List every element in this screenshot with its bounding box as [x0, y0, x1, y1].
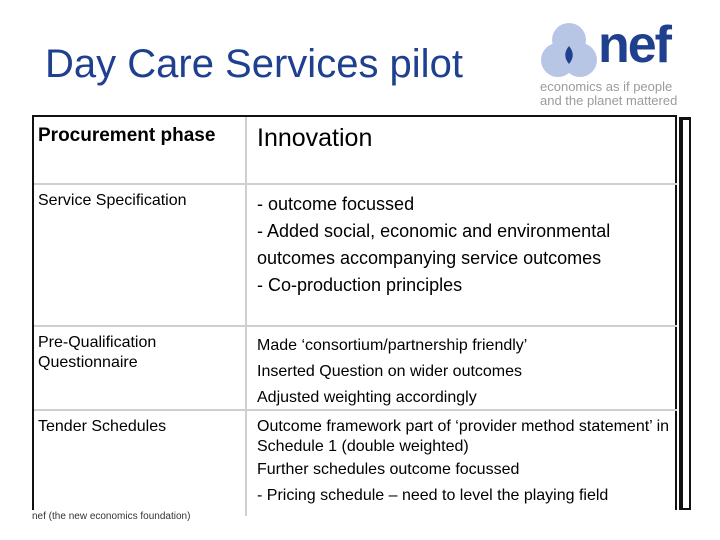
procurement-table	[34, 117, 677, 516]
table-row	[34, 185, 677, 327]
innovation-line: Further schedules outcome focussed	[257, 461, 520, 478]
logo-wordmark: nef	[598, 16, 670, 74]
innovation-line: - outcome focussed	[257, 194, 415, 214]
header-procurement-phase: Procurement phase	[34, 117, 247, 183]
table-header-row	[34, 117, 677, 185]
phase-cell: Tender Schedules	[34, 411, 247, 516]
innovation-cell	[247, 185, 677, 325]
logo-tagline-line2: and the planet mattered	[540, 93, 678, 108]
table-row	[34, 327, 677, 411]
slide-title: Day Care Services pilot	[45, 42, 463, 86]
innovation-line: Made ‘consortium/partnership friendly’	[257, 337, 528, 354]
innovation-line: - Pricing schedule – need to level the playing field	[257, 487, 609, 504]
logo-circles-icon	[538, 20, 600, 82]
innovation-cell	[247, 411, 677, 516]
logo-tagline-line1: economics as if people	[540, 79, 673, 94]
table-row	[34, 411, 677, 516]
innovation-line: Inserted Question on wider outcomes	[257, 363, 523, 380]
logo-tagline	[540, 80, 677, 108]
innovation-cell	[247, 327, 677, 409]
table-shadow-inner	[683, 120, 689, 508]
innovation-line: Outcome framework part of ‘provider method statement’ in Schedule 1 (double weighted)	[257, 418, 670, 455]
innovation-line: - Added social, economic and environmental outcomes accompanying service outcomes	[257, 221, 611, 268]
innovation-line: - Co-production principles	[257, 275, 463, 295]
footer-credit: nef (the new economics foundation)	[32, 511, 191, 522]
header-innovation: Innovation	[257, 124, 373, 152]
innovation-line: Adjusted weighting accordingly	[257, 389, 477, 406]
phase-cell: Pre-Qualification Questionnaire	[34, 327, 247, 409]
phase-cell: Service Specification	[34, 185, 247, 325]
